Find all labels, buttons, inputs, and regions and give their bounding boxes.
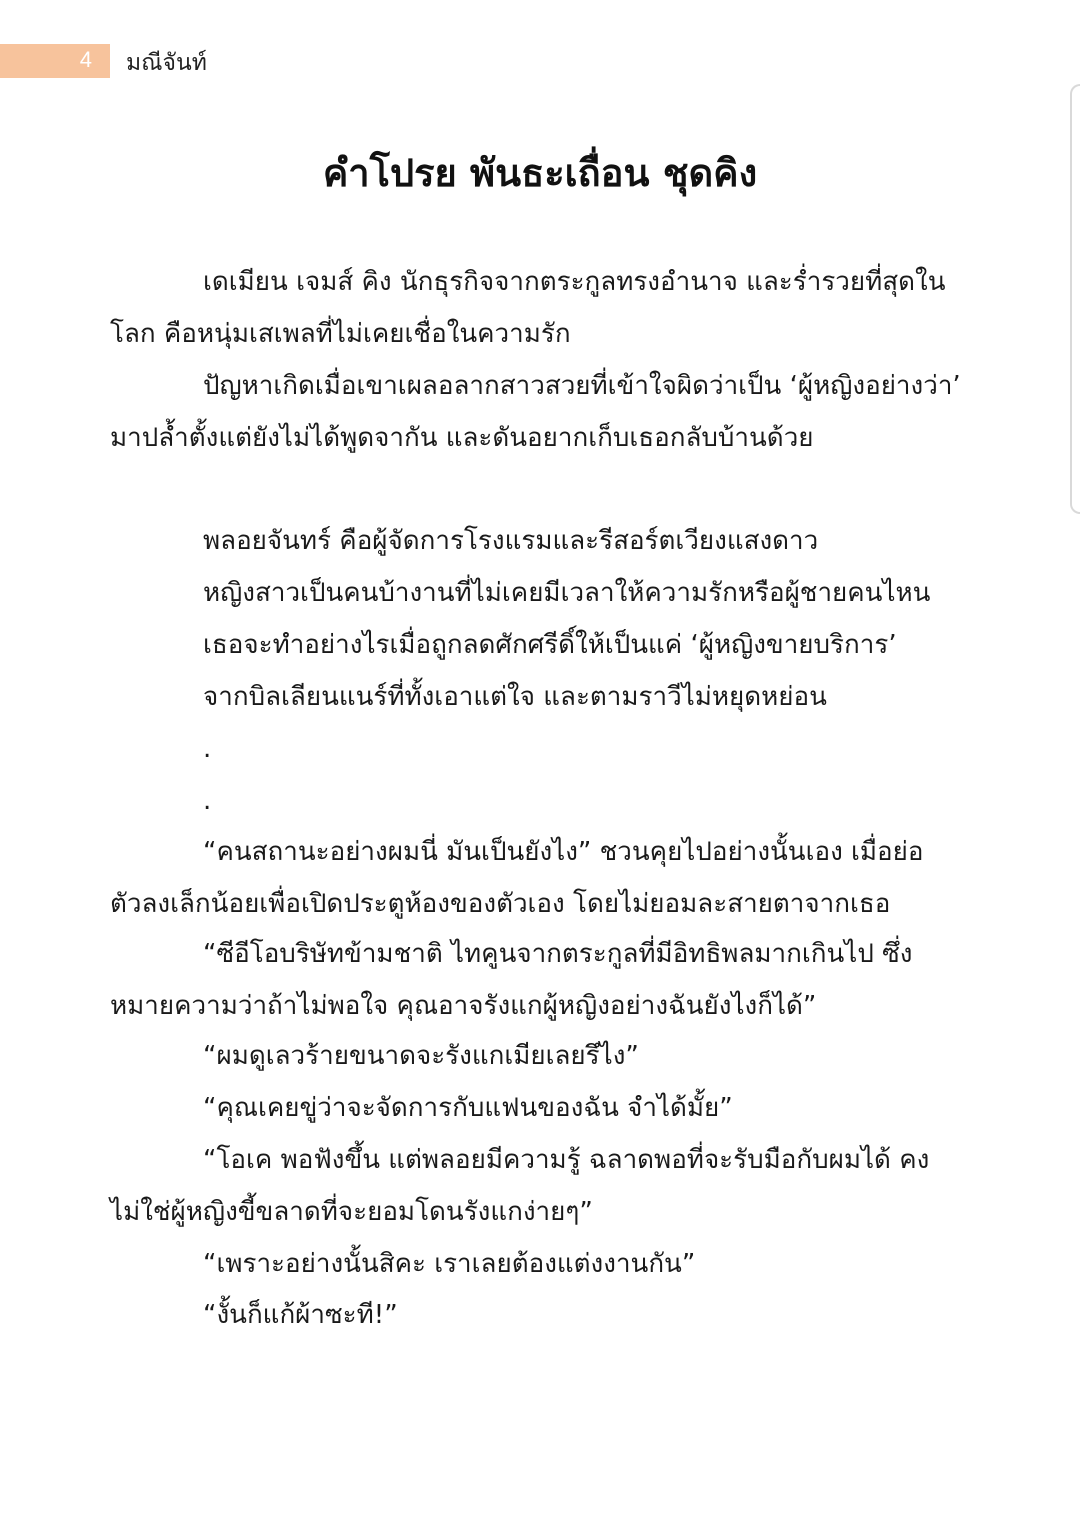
page-title: คำโปรย พันธะเถื่อน ชุดคิง	[322, 151, 758, 195]
synopsis-line: เดเมียน เจมส์ คิง นักธุรกิจจากตระกูลทรงอำนาจ และร่ำรวยที่สุดใน	[203, 267, 946, 297]
dialogue-line: ไม่ใช่ผู้หญิงขี้ขลาดที่จะยอมโดนรังแกง่ายๆ”	[110, 1197, 593, 1227]
dialogue-line: “ผมดูเลวร้ายขนาดจะรังแกเมียเลยรึไง”	[203, 1041, 639, 1071]
page-header	[0, 44, 400, 78]
synopsis-line: มาปล้ำตั้งแต่ยังไม่ได้พูดจากัน และดันอยากเก็บเธอกลับบ้านด้วย	[110, 423, 814, 453]
synopsis-line: จากบิลเลียนแนร์ที่ทั้งเอาแต่ใจ และตามราวีไม่หยุดหย่อน	[203, 682, 827, 712]
dialogue-line: หมายความว่าถ้าไม่พอใจ คุณอาจรังแกผู้หญิงอย่างฉันยังไงก็ได้”	[110, 991, 817, 1021]
synopsis-line: เธอจะทำอย่างไรเมื่อถูกลดศักศรีดิ์ให้เป็นแค่ ‘ผู้หญิงขายบริการ’	[203, 630, 897, 660]
dialogue-line: “ซีอีโอบริษัทข้ามชาติ ไทคูนจากตระกูลที่มีอิทธิพลมากเกินไป ซึ่ง	[203, 939, 913, 969]
separator-dot: .	[203, 786, 212, 816]
book-title: มณีจันท์	[126, 50, 207, 76]
synopsis-line: หญิงสาวเป็นคนบ้างานที่ไม่เคยมีเวลาให้ความรักหรือผู้ชายคนไหน	[203, 578, 931, 608]
dialogue-line: ตัวลงเล็กน้อยเพื่อเปิดประตูห้องของตัวเอง โดยไม่ยอมละสายตาจากเธอ	[110, 889, 891, 919]
synopsis-line: โลก คือหนุ่มเสเพลที่ไม่เคยเชื่อในความรัก	[110, 319, 571, 349]
dialogue-line: “คุณเคยขู่ว่าจะจัดการกับแฟนของฉัน จำได้มั้ย”	[203, 1093, 733, 1123]
synopsis-line: พลอยจันทร์ คือผู้จัดการโรงแรมและรีสอร์ตเวียงแสงดาว	[203, 526, 819, 556]
synopsis-line: ปัญหาเกิดเมื่อเขาเผลอลากสาวสวยที่เข้าใจผิดว่าเป็น ‘ผู้หญิงอย่างว่า’	[203, 371, 961, 401]
page-number: 4	[79, 47, 92, 72]
page-number-tab	[0, 44, 110, 78]
dialogue-line: “เพราะอย่างนั้นสิคะ เราเลยต้องแต่งงานกัน”	[203, 1249, 696, 1279]
dialogue-line: “โอเค พอฟังขึ้น แต่พลอยมีความรู้ ฉลาดพอที่จะรับมือกับผมได้ คง	[203, 1145, 930, 1175]
dialogue-line: “งั้นก็แก้ผ้าซะที!”	[203, 1300, 398, 1330]
dialogue-line: “คนสถานะอย่างผมนี่ มันเป็นยังไง” ชวนคุยไปอย่างนั้นเอง เมื่อย่อ	[203, 837, 924, 867]
separator-dot: .	[203, 734, 212, 764]
